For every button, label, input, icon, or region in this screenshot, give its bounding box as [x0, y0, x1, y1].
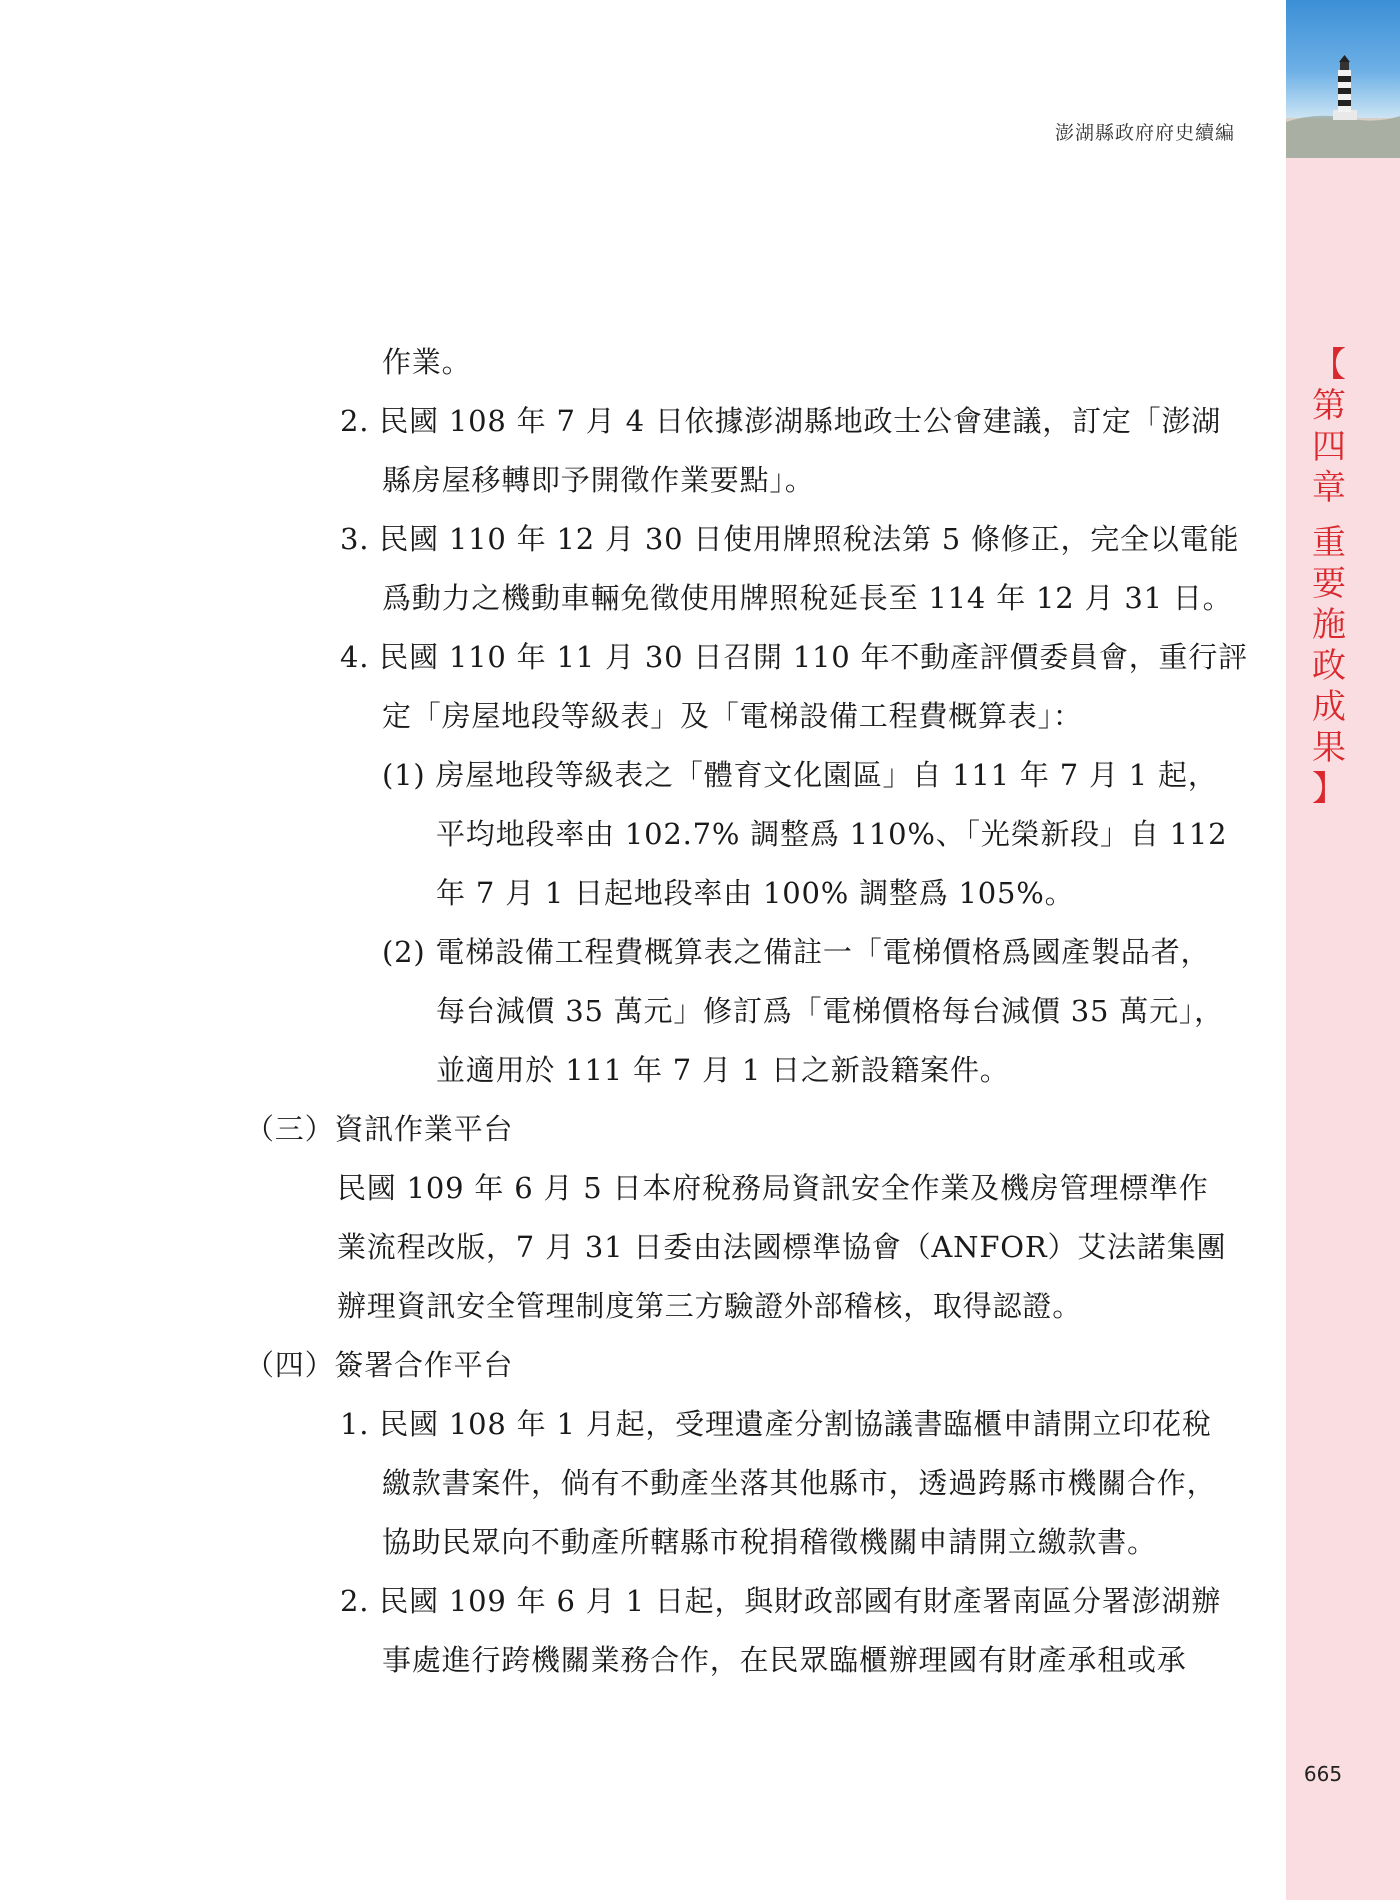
chapter-char: 四: [1312, 427, 1346, 467]
section-heading: （三）資訊作業平台: [245, 1112, 514, 1146]
chapter-tab: [1306, 345, 1352, 810]
chapter-char: 政: [1312, 646, 1346, 686]
chapter-char: 重: [1312, 523, 1346, 563]
sub-list-item-line: (1) 房屋地段等級表之「體育文化園區」自 111 年 7 月 1 起，: [382, 758, 1218, 792]
paragraph-line: 民國 109 年 6 月 5 日本府稅務局資訊安全作業及機房管理標準作: [337, 1171, 1209, 1205]
section-heading: （四）簽署合作平台: [245, 1348, 514, 1382]
paragraph-line: 繳款書案件，倘有不動產坐落其他縣市，透過跨縣市機關合作，: [382, 1466, 1217, 1500]
paragraph-line: 每台減價 35 萬元」修訂爲「電梯價格每台減價 35 萬元」，: [436, 994, 1224, 1028]
sub-list-item-line: (2) 電梯設備工程費概算表之備註一「電梯價格爲國產製品者，: [382, 935, 1211, 969]
chapter-char: 果: [1312, 728, 1346, 768]
page-number: 665: [1303, 1762, 1343, 1786]
chapter-char: 第: [1312, 386, 1346, 426]
paragraph-line: 協助民眾向不動產所轄縣市稅捐稽徵機關申請開立繳款書。: [382, 1525, 1157, 1559]
paragraph-line: 縣房屋移轉即予開徵作業要點」。: [382, 463, 815, 497]
chapter-char: 要: [1312, 564, 1346, 604]
chapter-bracket-open: 【: [1312, 345, 1346, 385]
paragraph-line: 並適用於 111 年 7 月 1 日之新設籍案件。: [436, 1053, 1010, 1087]
list-item-line: 4. 民國 110 年 11 月 30 日召開 110 年不動產評價委員會，重行評: [340, 640, 1248, 674]
chapter-char: 成: [1312, 687, 1346, 727]
paragraph-line: 年 7 月 1 日起地段率由 100% 調整爲 105%。: [436, 876, 1075, 910]
chapter-side-strip: [1286, 0, 1400, 1900]
chapter-char: 施: [1312, 605, 1346, 645]
chapter-bracket-close: 】: [1312, 769, 1346, 809]
paragraph-line: 辦理資訊安全管理制度第三方驗證外部稽核，取得認證。: [337, 1289, 1083, 1323]
running-head: 澎湖縣政府府史續編: [1054, 122, 1235, 144]
paragraph-line: 業流程改版，7 月 31 日委由法國標準協會（ANFOR）艾法諾集團: [337, 1230, 1227, 1264]
list-item-line: 1. 民國 108 年 1 月起，受理遺產分割協議書臨櫃申請開立印花稅: [340, 1407, 1212, 1441]
list-item-line: 2. 民國 109 年 6 月 1 日起，與財政部國有財產署南區分署澎湖辦: [340, 1584, 1222, 1618]
paragraph-line: 作業。: [382, 345, 472, 379]
chapter-char: 章: [1312, 468, 1346, 508]
paragraph-line: 平均地段率由 102.7% 調整爲 110%、「光榮新段」自 112: [436, 817, 1228, 851]
paragraph-line: 定「房屋地段等級表」及「電梯設備工程費概算表」：: [382, 699, 1083, 733]
lighthouse-icon: [1286, 0, 1400, 158]
paragraph-line: 爲動力之機動車輛免徵使用牌照稅延長至 114 年 12 月 31 日。: [382, 581, 1233, 615]
paragraph-line: 事處進行跨機關業務合作，在民眾臨櫃辦理國有財產承租或承: [382, 1643, 1187, 1677]
list-item-line: 2. 民國 108 年 7 月 4 日依據澎湖縣地政士公會建議，訂定「澎湖: [340, 404, 1222, 438]
list-item-line: 3. 民國 110 年 12 月 30 日使用牌照稅法第 5 條修正，完全以電能: [340, 522, 1240, 556]
lighthouse-photo: [1286, 0, 1400, 158]
